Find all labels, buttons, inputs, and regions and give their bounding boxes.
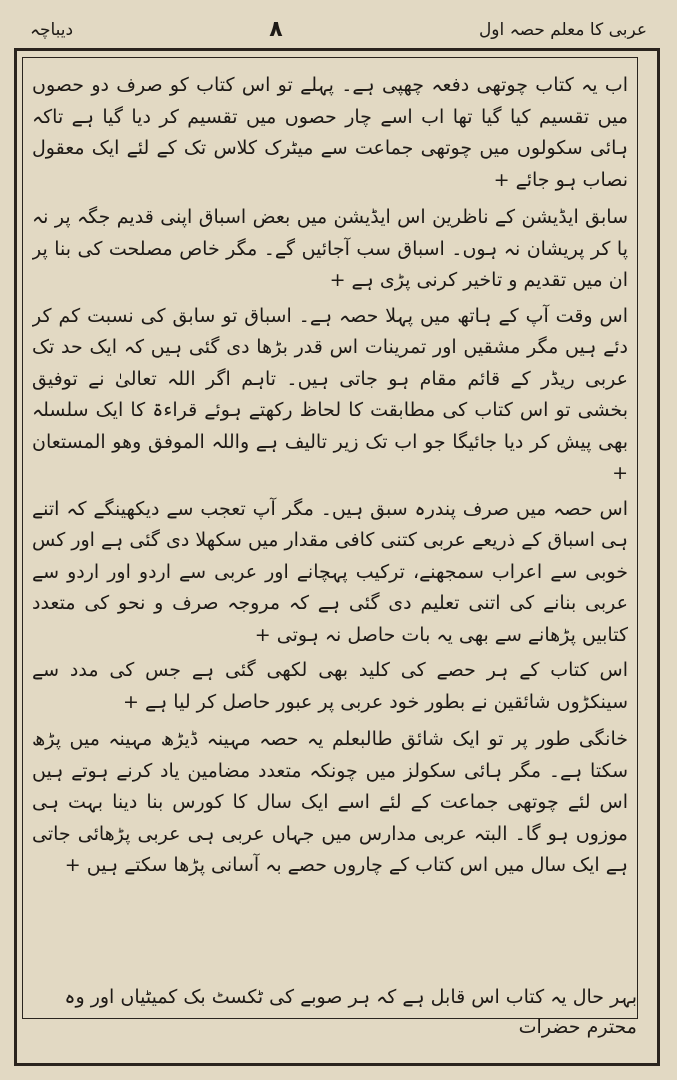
book-title: عربی کا معلم حصہ اول: [478, 19, 647, 40]
closing-line: بہر حال یہ کتاب اس قابل ہے کہ ہر صوبے کی ٹکسٹ بک کمیٹیاں اور وہ محترم حضرات: [64, 986, 637, 1038]
paragraph: اس کتاب کے ہر حصے کی کلید بھی لکھی گئی ہے جس کی مدد سے سینکڑوں شائقین نے بطور خود عربی پر عبور حاصل کر لیا ہے +: [32, 659, 628, 713]
paragraph: اس حصہ میں صرف پندرہ سبق ہیں۔ مگر آپ تعجب سے دیکھینگے کہ اتنے ہی اسباق کے ذریعے عربی کتنی کافی مقدار میں سکھلا دی گئی ہے اور کس خوبی سے اعراب سمجھنے، ترکیب پہچانے اور عربی سے اردو اور اردو سے عربی بنانے کی اتنی تعلیم دی گئی ہے کہ مروجہ صرف و نحو کی متعدد کتابیں پڑھانے سے بھی یہ بات حاصل نہ ہوتی +: [32, 497, 628, 646]
paragraph: اس وقت آپ کے ہاتھ میں پہلا حصہ ہے۔ اسباق تو سابق کی نسبت کم کر دئے ہیں مگر مشقیں اور تمرینات اس قدر بڑھا دی گئی ہیں کہ ایک حد تک عربی ریڈر کے قائم مقام ہو جاتی ہیں۔ تاہم اگر اللہ تعالیٰ نے توفیق بخشی تو اس کتاب کی مطابقت کا لحاظ رکھتے ہوئے قراءۃ کا ایک سلسلہ بھی پیش کر دیا جائیگا جو اب تک زیر تالیف ہے واللہ الموفق وھو المستعان +: [32, 304, 628, 484]
section-title: دیباچہ: [30, 19, 74, 40]
body-text: [32, 70, 628, 1020]
page-header: [30, 14, 647, 44]
paragraph: خانگی طور پر تو ایک شائق طالبعلم یہ حصہ مہینہ ڈیڑھ مہینہ میں پڑھ سکتا ہے۔ مگر ہائی سکولز میں چونکہ متعدد مضامین یاد کرنے ہوتے ہیں اس لئے چوتھی جماعت کے لئے اسے ایک سال کا کورس بنا دینا بہت ہی موزوں ہو گا۔ البتہ عربی مدارس میں جہاں عربی ہی عربی پڑھائی جاتی ہے ایک سال میں اس کتاب کے چاروں حصے بہ آسانی پڑھا سکتے ہیں +: [32, 728, 628, 876]
page-number: ۸: [269, 16, 283, 42]
paragraph: اب یہ کتاب چوتھی دفعہ چھپی ہے۔ پہلے تو اس کتاب کو صرف دو حصوں میں تقسیم کیا گیا تھا اب اسے چار حصوں میں تقسیم کر دیا گیا ہے تاکہ ہائی سکولوں میں چوتھی جماعت سے میٹرک کلاس تک کے لئے ایک معقول نصاب ہو جائے +: [32, 74, 628, 191]
paragraph: سابق ایڈیشن کے ناظرین اس ایڈیشن میں بعض اسباق اپنی قدیم جگہ پر نہ پا کر پریشان نہ ہوں۔ اسباق سب آجائیں گے۔ مگر خاص مصلحت کی بنا پر ان میں تقدیم و تاخیر کرنی پڑی ہے +: [32, 206, 628, 291]
